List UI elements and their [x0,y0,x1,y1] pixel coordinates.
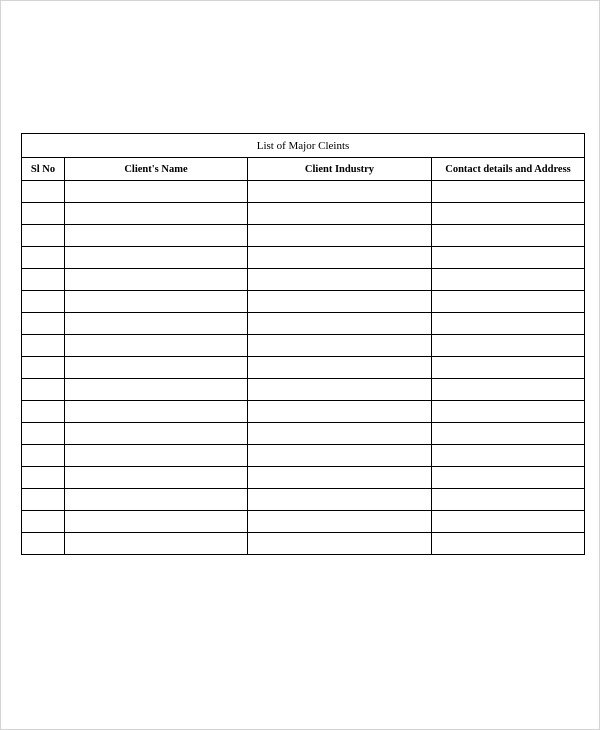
client-industry-cell [248,269,432,291]
client-name-cell [65,511,248,533]
table-body [22,181,585,555]
client-name-cell [65,489,248,511]
client-name-cell [65,445,248,467]
client-industry-cell [248,533,432,555]
client-industry-cell [248,357,432,379]
sl-no-cell [22,269,65,291]
table-row [22,225,585,247]
table-row [22,401,585,423]
client-industry-cell [248,511,432,533]
major-clients-table [21,133,585,555]
client-industry-cell [248,489,432,511]
sl-no-cell [22,401,65,423]
contact-details-cell [432,445,585,467]
table-row [22,423,585,445]
sl-no-cell [22,225,65,247]
table-row [22,203,585,225]
contact-details-cell [432,225,585,247]
table-title-row [22,134,585,158]
sl-no-cell [22,181,65,203]
client-name-cell [65,269,248,291]
client-name-cell [65,313,248,335]
contact-details-cell [432,401,585,423]
table-title: List of Major Cleints [22,134,585,158]
table-row [22,511,585,533]
column-header-client-industry: Client Industry [248,158,432,181]
column-header-contact-details: Contact details and Address [432,158,585,181]
contact-details-cell [432,533,585,555]
sl-no-cell [22,533,65,555]
client-industry-cell [248,335,432,357]
client-industry-cell [248,225,432,247]
client-industry-cell [248,423,432,445]
sl-no-cell [22,313,65,335]
client-name-cell [65,203,248,225]
client-industry-cell [248,247,432,269]
client-industry-cell [248,181,432,203]
column-header-sl-no: Sl No [22,158,65,181]
contact-details-cell [432,511,585,533]
contact-details-cell [432,379,585,401]
contact-details-cell [432,489,585,511]
sl-no-cell [22,423,65,445]
sl-no-cell [22,247,65,269]
client-industry-cell [248,467,432,489]
contact-details-cell [432,357,585,379]
table-row [22,335,585,357]
client-name-cell [65,181,248,203]
table-row [22,269,585,291]
client-name-cell [65,423,248,445]
contact-details-cell [432,269,585,291]
sl-no-cell [22,335,65,357]
client-name-cell [65,225,248,247]
sl-no-cell [22,379,65,401]
contact-details-cell [432,423,585,445]
table-row [22,357,585,379]
table-row [22,489,585,511]
sl-no-cell [22,203,65,225]
contact-details-cell [432,203,585,225]
table-row [22,467,585,489]
sl-no-cell [22,445,65,467]
client-name-cell [65,247,248,269]
contact-details-cell [432,335,585,357]
column-header-client-name: Client's Name [65,158,248,181]
client-industry-cell [248,445,432,467]
table-row [22,181,585,203]
client-industry-cell [248,401,432,423]
sl-no-cell [22,467,65,489]
client-name-cell [65,467,248,489]
client-industry-cell [248,203,432,225]
contact-details-cell [432,291,585,313]
client-name-cell [65,291,248,313]
table-row [22,533,585,555]
client-industry-cell [248,313,432,335]
table-row [22,445,585,467]
sl-no-cell [22,357,65,379]
client-name-cell [65,533,248,555]
client-name-cell [65,401,248,423]
client-name-cell [65,357,248,379]
client-industry-cell [248,291,432,313]
client-industry-cell [248,379,432,401]
table-row [22,291,585,313]
client-name-cell [65,335,248,357]
table-header-row [22,158,585,181]
table-row [22,379,585,401]
sl-no-cell [22,511,65,533]
contact-details-cell [432,467,585,489]
contact-details-cell [432,247,585,269]
table-row [22,313,585,335]
table-row [22,247,585,269]
contact-details-cell [432,313,585,335]
client-name-cell [65,379,248,401]
sl-no-cell [22,489,65,511]
contact-details-cell [432,181,585,203]
sl-no-cell [22,291,65,313]
